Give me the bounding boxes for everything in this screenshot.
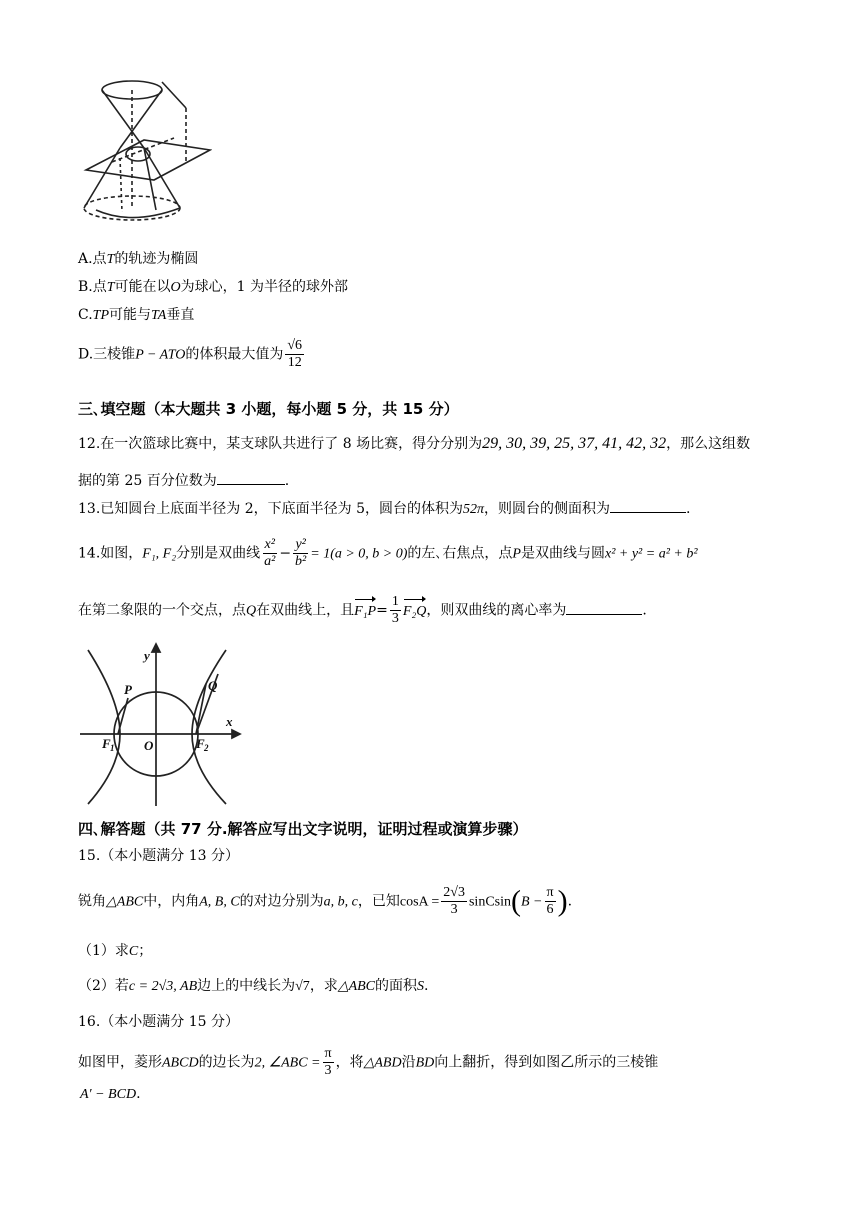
fraction: $\frac{2√3}{3}$ — [443, 885, 465, 917]
answer-blank — [566, 600, 642, 615]
q15-part-2: （2）若c = 2√3, AB边上的中线长为√7，求△ABC的面积S. — [78, 978, 429, 994]
q14-line-2: 在第二象限的一个交点，点Q在双曲线上，且F₁P= $\frac{1}{3}$ F₂Q，则双曲线的离心率为 . — [78, 594, 647, 626]
q16-statement-line-2: A′ − BCD. — [80, 1086, 141, 1102]
hyperbola-figure — [80, 640, 250, 806]
fraction: $\frac{\text{x²}}{\text{a²}}$ — [264, 537, 276, 569]
section-4-heading: 四､解答题（共 77 分.解答应写出文字说明，证明过程或演算步骤） — [78, 820, 528, 838]
q16-statement: 如图甲，菱形ABCD的边长为2, ∠ABC = $\frac{\pi}{3}$ ，将△ABD沿BD向上翻折，得到如图乙所示的三棱锥 — [78, 1046, 659, 1078]
q11-option-c: C.TP可能与TA垂直 — [78, 307, 195, 323]
q15-statement: 锐角△ABC中，内角A, B, C的对边分别为a, b, c，已知cosA = $\frac{2√3}{3}$ sinCsin(B − $\frac{\pi}{6}$ ). — [78, 884, 573, 918]
q15-title: 15.（本小题满分 13 分） — [78, 848, 239, 864]
q15-part-1: （1）求C； — [78, 943, 153, 959]
label-x: x — [226, 714, 233, 729]
q11-option-b: B.点T可能在以O为球心，1 为半径的球外部 — [78, 279, 349, 295]
label-f1-sub: 1 — [110, 743, 115, 753]
q11-option-a: A.点T的轨迹为椭圆 — [78, 251, 199, 267]
q16-title: 16.（本小题满分 15 分） — [78, 1014, 239, 1030]
label-f2-sub: 2 — [204, 743, 209, 753]
label-q: Q — [208, 678, 218, 693]
answer-blank — [217, 470, 285, 485]
section-3-heading: 三､填空题（本大题共 3 小题，每小题 5 分，共 15 分） — [78, 400, 459, 418]
vector-f2q: F₂Q — [403, 602, 427, 622]
label-f2: F — [196, 736, 205, 751]
label-p: P — [124, 682, 132, 697]
q12-line-1: 12.在一次篮球比赛中，某支球队共进行了 8 场比赛，得分分别为29, 30, 39, 25, 37, 41, 42, 32，那么这组数 — [78, 435, 751, 452]
label-y: y — [144, 648, 150, 663]
q13-line: 13.已知圆台上底面半径为 2，下底面半径为 5，圆台的体积为52π，则圆台的侧面积为 . — [78, 498, 690, 520]
fraction: $\frac{\text{y²}}{\text{b²}}$ — [295, 537, 307, 569]
fraction: $\frac{\pi}{3}$ — [324, 1046, 332, 1078]
label-o: O — [144, 738, 154, 753]
fraction: $\frac{\pi}{6}$ — [546, 885, 554, 917]
fraction: $\frac{1}{3}$ — [391, 594, 399, 626]
answer-blank — [610, 498, 686, 513]
cone-intersection-figure — [82, 78, 212, 228]
q12-line-2: 据的第 25 百分位数为 . — [78, 470, 289, 491]
q11-option-d: D.三棱锥P − ATO的体积最大值为 $\frac{√6}{12}$ — [78, 338, 303, 370]
fraction: $\frac{√6}{12}$ — [287, 338, 303, 370]
q14-line-1: 14.如图，F₁, F₂分别是双曲线 $\frac{\text{x²}}{\text{a²}}$ − $\frac{\text{y²}}{\text{b²}}$ = 1(a > 0, b > 0)的左､右焦点，点P是双曲线与圆x² + y² = a² + b² — [78, 537, 698, 569]
label-f1: F — [102, 736, 111, 751]
vector-f1p: F₁P — [354, 602, 376, 622]
